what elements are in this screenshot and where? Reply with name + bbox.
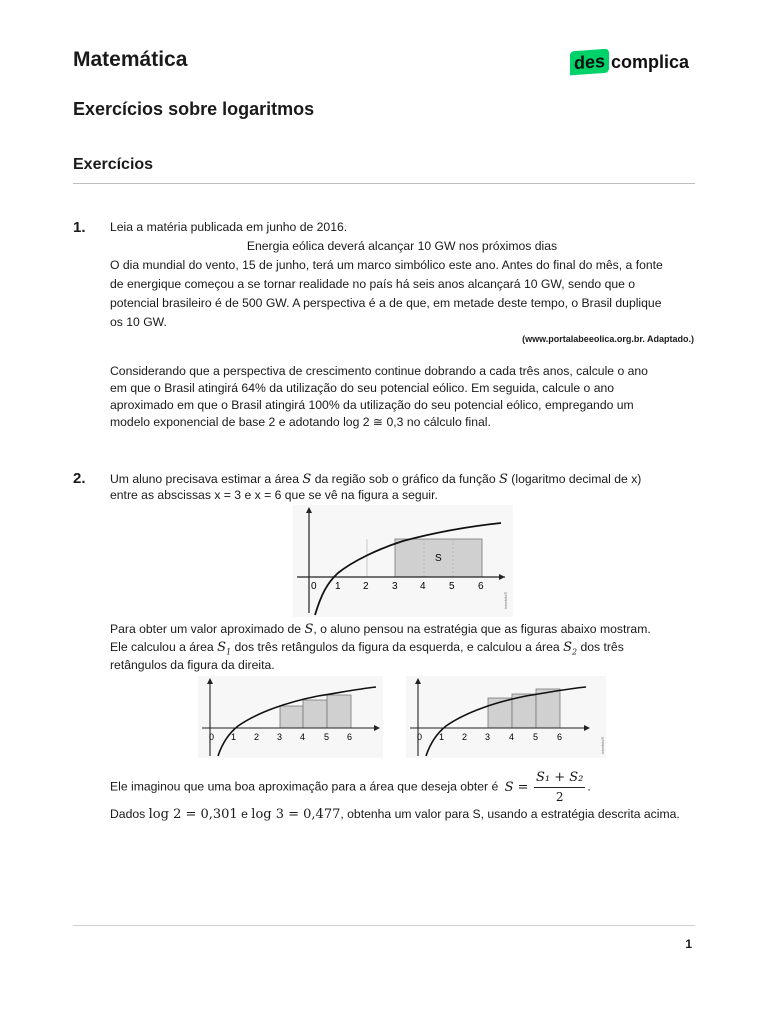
question-1-number: 1. xyxy=(73,219,86,236)
q2-text: , obtenha um valor para S, usando a estratégia descrita acima. xyxy=(340,807,680,821)
q1-task-line: em que o Brasil atingirá 64% da utilização do seu potencial eólico. Em seguida, calcule o ano xyxy=(110,381,615,395)
given-log2: log 2 = 0,301 xyxy=(148,807,238,822)
tick-label: 6 xyxy=(347,732,353,742)
figure-log-region-s xyxy=(293,505,513,617)
formula-lhs: S = xyxy=(504,779,529,795)
figure-right-rectangles xyxy=(406,676,606,758)
given-log3: log 3 = 0,477 xyxy=(251,807,341,822)
tick-label: 4 xyxy=(509,732,515,742)
rect-left-3 xyxy=(327,695,351,728)
q2-text: Para obter um valor aproximado de xyxy=(110,622,302,636)
q2-text: , o aluno pensou na estratégia que as figuras abaixo mostram. xyxy=(313,622,651,636)
question-2-number: 2. xyxy=(73,470,86,487)
var-s: S xyxy=(499,472,508,487)
q2-approximation: Ele imaginou que uma boa aproximação para a área que deseja obter é S = $\frac{\text{S₁ + S₂}}{2}$ . xyxy=(110,768,694,807)
page-number: 1 xyxy=(685,937,692,951)
var-s: S xyxy=(302,472,312,487)
q2-text: Um aluno precisava estimar a área xyxy=(110,472,299,486)
q2-text: Dados xyxy=(110,807,146,821)
logo-mark: des xyxy=(570,49,609,76)
rect-left-1 xyxy=(280,706,303,728)
tick-label: 3 xyxy=(485,732,491,742)
figure-credit: Interbits® xyxy=(600,736,605,754)
formula-fraction xyxy=(534,768,585,807)
q1-body-line: os 10 GW. xyxy=(110,315,167,329)
q2-text: Ele imaginou que uma boa aproximação para a área que deseja obter é xyxy=(110,779,499,794)
tick-label: 2 xyxy=(363,581,369,592)
tick-label: 2 xyxy=(254,732,260,742)
rect-right-3 xyxy=(536,689,560,728)
var-s1: $S_1$ xyxy=(217,640,232,657)
q2-text: dos três xyxy=(580,640,624,654)
tick-label: 1 xyxy=(335,581,341,592)
q2-strategy-line3: retângulos da figura da direita. xyxy=(110,658,275,672)
var-s: S xyxy=(304,622,314,637)
formula-denominator: 2 xyxy=(555,790,564,804)
rect-left-2 xyxy=(303,700,327,728)
figure-credit: Interbits® xyxy=(503,591,508,609)
q1-task-line: aproximado em que o Brasil atingirá 100% da utilização do seu potencial eólico, empregando um xyxy=(110,398,634,412)
section-divider xyxy=(73,183,695,184)
page-header xyxy=(73,48,695,78)
tick-label: 0 xyxy=(209,732,215,742)
q2-text: da região sob o gráfico da função xyxy=(314,472,496,486)
q1-intro: Leia a matéria publicada em junho de 2016. xyxy=(110,220,348,234)
tick-label: 0 xyxy=(417,732,423,742)
tick-label: 4 xyxy=(300,732,306,742)
var-s2: $S_2$ xyxy=(563,640,578,657)
q1-headline: Energia eólica deverá alcançar 10 GW nos próximos dias xyxy=(246,239,558,253)
q2-text: Ele calculou a área xyxy=(110,640,214,654)
tick-label: 5 xyxy=(449,581,455,592)
tick-label: 4 xyxy=(420,581,426,592)
q2-statement-line2: entre as abscissas x = 3 e x = 6 que se vê na figura a seguir. xyxy=(110,488,438,502)
q1-task-line: modelo exponencial de base 2 e adotando log 2 ≅ 0,3 no cálculo final. xyxy=(110,415,491,429)
tick-label: 1 xyxy=(439,732,445,742)
formula-numerator: S₁ + S₂ xyxy=(534,768,585,788)
q2-text: dos três retângulos da figura da esquerda, e calculou a área xyxy=(234,640,560,654)
tick-label: 6 xyxy=(557,732,563,742)
q1-body-line: de energique começou a se tornar realidade no país há seis anos alcançará 10 GW, sendo que o xyxy=(110,277,636,291)
tick-label: 5 xyxy=(533,732,539,742)
region-label: S xyxy=(435,553,442,564)
q1-body-line: potencial brasileiro é de 500 GW. A perspectiva é a de que, em metade deste tempo, o Brasil duplique xyxy=(110,296,662,310)
tick-label: 0 xyxy=(311,581,317,592)
descomplica-logo xyxy=(570,50,689,74)
tick-label: 3 xyxy=(392,581,398,592)
figure-left-rectangles xyxy=(198,676,383,758)
tick-label: 6 xyxy=(478,581,484,592)
tick-label: 1 xyxy=(231,732,237,742)
tick-label: 3 xyxy=(277,732,283,742)
rect-right-2 xyxy=(512,694,536,728)
q2-given-data xyxy=(110,805,694,824)
q1-body-line: O dia mundial do vento, 15 de junho, terá um marco simbólico este ano. Antes do final do mês, a fonte xyxy=(110,258,663,272)
tick-label: 5 xyxy=(324,732,330,742)
subject-title: Matemática xyxy=(73,48,188,71)
q1-task-line: Considerando que a perspectiva de crescimento continue dobrando a cada três anos, calcule o ano xyxy=(110,364,648,378)
q2-text: e xyxy=(241,807,248,821)
section-title: Exercícios xyxy=(73,156,154,173)
q2-strategy-line1 xyxy=(110,620,694,639)
footer-divider xyxy=(73,925,695,926)
logo-text: complica xyxy=(610,51,689,72)
q1-source: (www.portalabeeolica.org.br. Adaptado.) xyxy=(522,334,694,344)
tick-label: 2 xyxy=(462,732,468,742)
document-title: Exercícios sobre logaritmos xyxy=(73,99,315,119)
q2-text: (logaritmo decimal de x) xyxy=(511,472,642,486)
